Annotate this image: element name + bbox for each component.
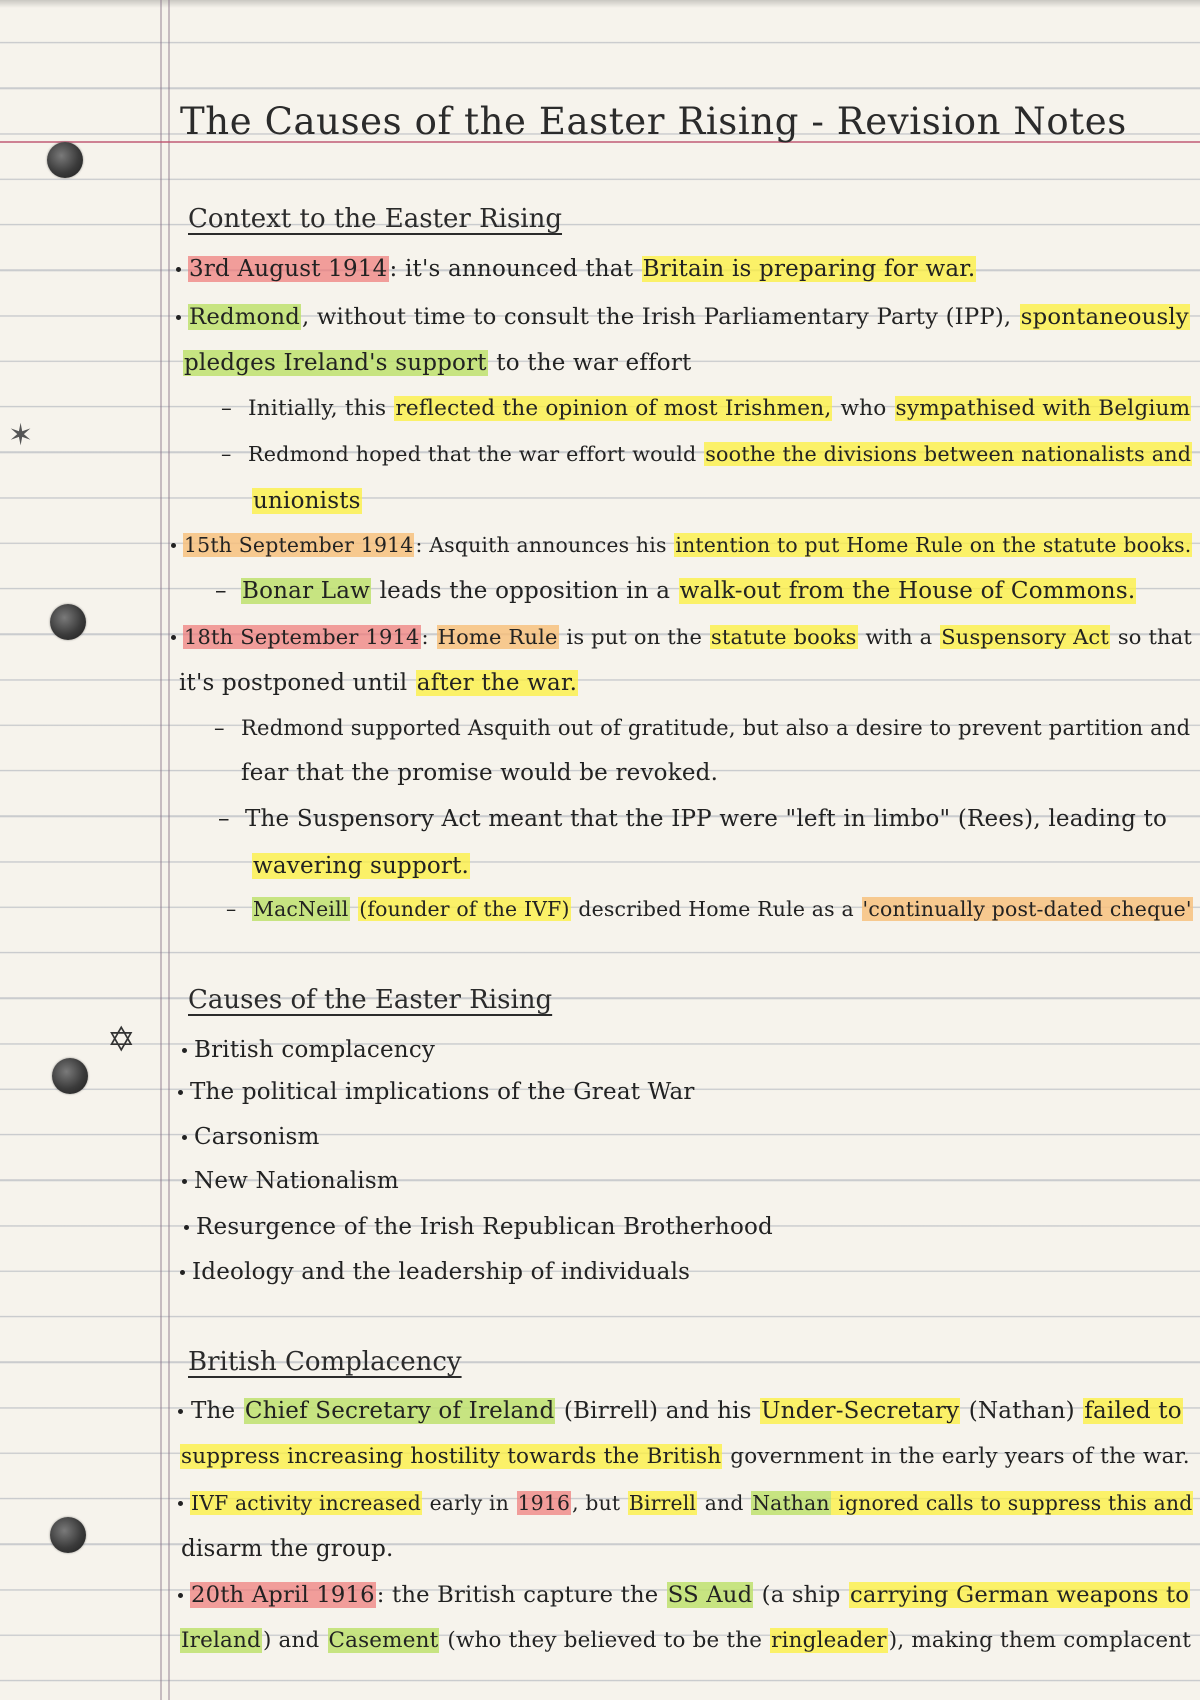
highlighted-text: (founder of the IVF) [359,897,570,921]
highlighted-text: 3rd August 1914 [189,256,388,282]
cause-item: Carsonism [194,1124,320,1150]
text-segment: government in the early years of the war. [723,1444,1190,1469]
text-segment: : it's announced that [389,256,641,282]
text-segment: disarm the group. [181,1536,394,1562]
cause-item: Ideology and the leadership of individuals [192,1259,691,1285]
highlighted-text: Home Rule [437,625,558,649]
note-line [180,1442,1191,1472]
note-line [190,1580,1190,1610]
punch-hole [47,142,83,178]
sub-note-line [252,894,1193,924]
text-segment: ) and [262,1628,327,1653]
context-heading: Context to the Easter Rising [188,204,563,234]
text-segment: to the war effort [488,350,692,376]
highlighted-text: suppress increasing hostility towards the British [181,1444,722,1469]
note-line [180,1534,395,1564]
text-segment: it's postponed until [179,670,415,696]
sub-note-line [252,851,470,881]
highlighted-text: Casement [328,1628,439,1653]
highlighted-text: ignored calls to suppress this and [831,1491,1193,1515]
highlighted-text: Birrell [628,1491,697,1515]
note-line [188,254,976,284]
highlighted-text: Ireland [181,1628,261,1653]
highlighted-text: Suspensory Act [941,625,1109,649]
text-segment: Initially, this [248,396,394,421]
highlighted-text: soothe the divisions between nationalists and [705,442,1192,466]
highlighted-text: carrying German weapons to [850,1582,1190,1608]
highlighted-text: Bonar Law [242,578,371,604]
text-segment: (a ship [754,1582,849,1608]
text-segment: who [833,396,894,421]
highlighted-text: spontaneously [1020,304,1189,330]
cause-item: The political implications of the Great War [190,1079,695,1105]
sub-note-line [240,758,719,788]
highlighted-text: statute books [710,625,857,649]
text-segment: fear that the promise would be revoked. [241,760,719,786]
highlighted-text: Britain is preparing for war. [642,256,976,282]
sub-note-line [240,713,1191,743]
note-line [183,530,1192,560]
highlighted-text: 15th September 1914 [184,533,414,557]
cause-item: Resurgence of the Irish Republican Brotherhood [196,1214,773,1240]
note-line [180,1626,1192,1656]
asterisk-mark-icon: ✶ [8,418,34,453]
highlighted-text: SS Aud [667,1582,753,1608]
highlighted-text: 20th April 1916 [191,1582,375,1608]
highlighted-text: MacNeill [253,897,349,921]
sub-note-line [244,804,1168,834]
text-segment: : the British capture the [376,1582,666,1608]
cause-item: New Nationalism [194,1168,399,1194]
punch-hole [52,1058,88,1094]
highlighted-text: walk-out from the House of Commons. [679,578,1136,604]
note-line [188,302,1190,332]
text-segment: early in [422,1491,516,1515]
highlighted-text: intention to put Home Rule on the statute books. [675,533,1192,557]
text-segment [350,897,359,921]
text-segment: ), making them complacent [888,1628,1192,1653]
highlighted-text: sympathised with Belgium [895,396,1191,421]
text-segment: (Birrell) and his [556,1398,760,1424]
highlighted-text: ringleader [771,1628,887,1653]
text-segment: leads the opposition in a [372,578,678,604]
note-line [183,622,1193,652]
margin-line [160,0,162,1700]
punch-hole [50,1517,86,1553]
note-line [183,348,692,378]
text-segment: , without time to consult the Irish Parliamentary Party (IPP), [301,304,1019,330]
highlighted-text: pledges Ireland's support [184,350,487,376]
text-segment: Redmond hoped that the war effort would [248,442,704,466]
highlighted-text: after the war. [416,670,578,696]
text-segment: , but [572,1491,627,1515]
highlighted-text: Chief Secretary of Ireland [244,1398,555,1424]
text-segment: so that [1110,625,1193,649]
text-segment: The [191,1398,243,1424]
note-line [190,1396,1183,1426]
text-segment: with a [858,625,940,649]
highlighted-text: IVF activity increased [191,1491,421,1515]
note-line [178,668,578,698]
text-segment: The Suspensory Act meant that the IPP were "left in limbo" (Rees), leading to [245,806,1168,832]
highlighted-text: wavering support. [253,853,470,879]
sub-note-line [247,394,1191,424]
sub-note-line [241,576,1136,606]
highlighted-text: 1916 [517,1491,571,1515]
text-segment: described Home Rule as a [571,897,861,921]
causes-heading: Causes of the Easter Rising [188,985,553,1015]
highlighted-text: Redmond [189,304,300,330]
punch-hole [50,604,86,640]
sub-note-line [247,439,1192,469]
star-mark-icon: ✡ [107,1020,136,1060]
text-segment: : Asquith announces his [415,533,674,557]
highlighted-text: unionists [253,488,361,514]
highlighted-text: 18th September 1914 [184,625,420,649]
margin-line-inner [168,0,170,1700]
text-segment: and [698,1491,751,1515]
highlighted-text: reflected the opinion of most Irishmen, [395,396,832,421]
text-segment: Redmond supported Asquith out of gratitude, but also a desire to prevent partition and [241,715,1191,740]
text-segment: (Nathan) [961,1398,1083,1424]
note-line [190,1488,1193,1518]
highlighted-text: Nathan [752,1491,830,1515]
sub-note-line [252,486,362,516]
text-segment: is put on the [559,625,709,649]
highlighted-text: Under-Secretary [761,1398,960,1424]
cause-item: British complacency [194,1037,436,1063]
highlighted-text: 'continually post-dated cheque' [862,897,1192,921]
text-segment: (who they believed to be the [440,1628,770,1653]
highlighted-text: failed to [1084,1398,1182,1424]
text-segment: : [421,625,436,649]
page-title: The Causes of the Easter Rising - Revision Notes [180,100,1127,143]
complacency-heading: British Complacency [188,1347,462,1377]
page-top-shadow [0,0,1200,8]
